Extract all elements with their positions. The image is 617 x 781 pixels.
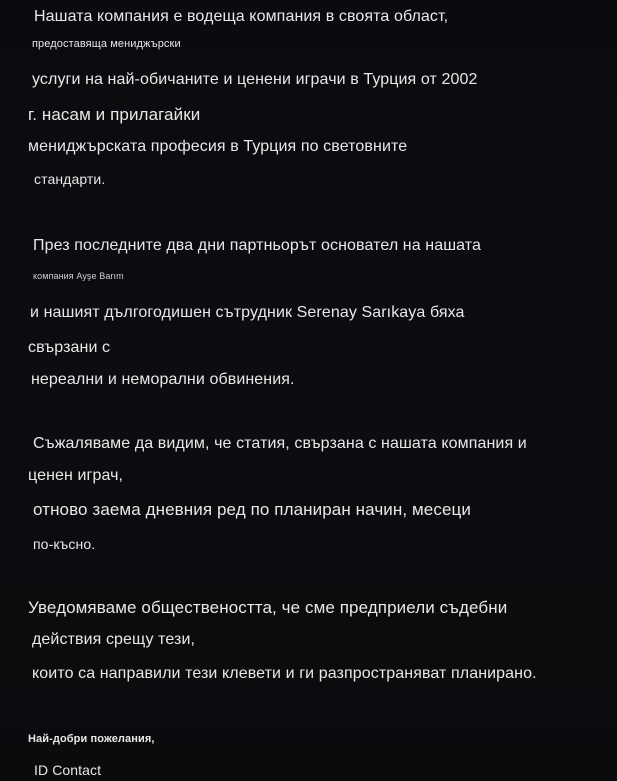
paragraph-2-line-3: и нашият дългогодишен сътрудник Serenay Sarıkaya бяха [30,304,465,321]
paragraph-1-line-1: Нашата компания е водеща компания в своята област, [34,8,449,25]
paragraph-2-line-5: нереални и неморални обвинения. [31,371,295,388]
paragraph-2-line-1: През последните два дни партньорът основател на нашата [33,237,482,254]
paragraph-1-line-3: услуги на най-обичаните и ценени играчи в Турция от 2002 [32,71,478,88]
paragraph-3-line-1: Съжаляваме да видим, че статия, свързана с нашата компания и [33,435,527,452]
paragraph-1-line-5: мениджърската професия в Турция по световните [28,138,408,155]
paragraph-2-line-2: компания Ayşe Barım [33,271,124,281]
paragraph-3-line-4: по-късно. [33,536,96,552]
paragraph-4-line-1: Уведомяваме обществеността, че сме предприели съдебни [28,598,508,617]
paragraph-3-line-2: ценен играч, [28,467,124,484]
paragraph-4-line-2: действия срещу тези, [32,631,196,648]
paragraph-4-line-3: които са направили тези клевети и ги разпространяват планирано. [32,665,537,682]
paragraph-1-line-4: г. насам и прилагайки [28,105,201,124]
paragraph-1-line-2: предоставяща мениджърски [32,38,181,50]
closing-salutation: Най-добри пожелания, [28,733,155,745]
paragraph-2-line-4: свързани с [28,339,111,356]
paragraph-1-line-6: стандарти. [34,171,106,187]
signature: ID Contact [34,762,102,778]
paragraph-3-line-3: отново заема дневния ред по планиран начин, месеци [33,500,471,519]
